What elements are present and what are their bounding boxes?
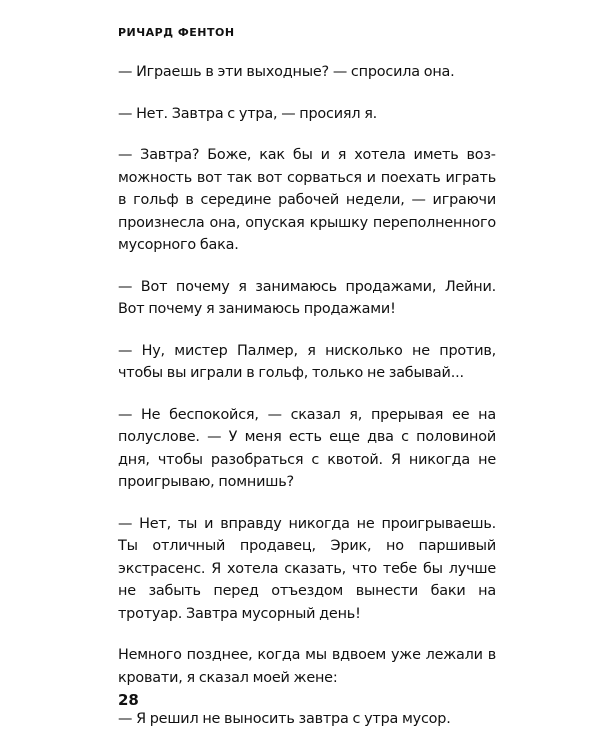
body-text xyxy=(118,61,496,731)
paragraph: — Я решил не выносить завтра с утра мусор. xyxy=(118,711,451,727)
paragraph: — Играешь в эти выходные? — спросила она. xyxy=(118,64,455,80)
paragraph: — Завтра? Боже, как бы и я хотела иметь возможность вот так вот сорваться и поехать играть в гольф в середине рабочей недели, — играючи произнесла она, опуская крышку переполненного мусорного бака. xyxy=(118,147,496,253)
paragraph: — Нет. Завтра с утра, — просиял я. xyxy=(118,105,378,122)
paragraph: — Не беспокойся, — сказал я, прерывая ее на полуслове. — У меня есть еще два с половиной дня, чтобы разобраться с квотой. Я никогда не проигрываю, помнишь? xyxy=(118,406,496,490)
paragraph: — Вот почему я занимаюсь продажами, Лейни. Вот почему я занимаюсь продажами! xyxy=(118,278,496,317)
running-head-author: РИЧАРД ФЕНТОН xyxy=(118,26,235,39)
paragraph: — Нет, ты и вправду никогда не проигрываешь. Ты отличный продавец, Эрик, но паршивый экстрасенс. Я хотела сказать, что тебе бы лучше не забыть перед отъездом вынести баки на тротуар. Завтра мусорный день! xyxy=(118,515,496,622)
paragraph: Немного позднее, когда мы вдвоем уже лежали в кровати, я сказал моей жене: xyxy=(118,647,496,686)
page-number: 28 xyxy=(118,691,139,709)
paragraph: — Ну, мистер Палмер, я нисколько не против, чтобы вы играли в гольф, только не забывай... xyxy=(118,342,496,381)
